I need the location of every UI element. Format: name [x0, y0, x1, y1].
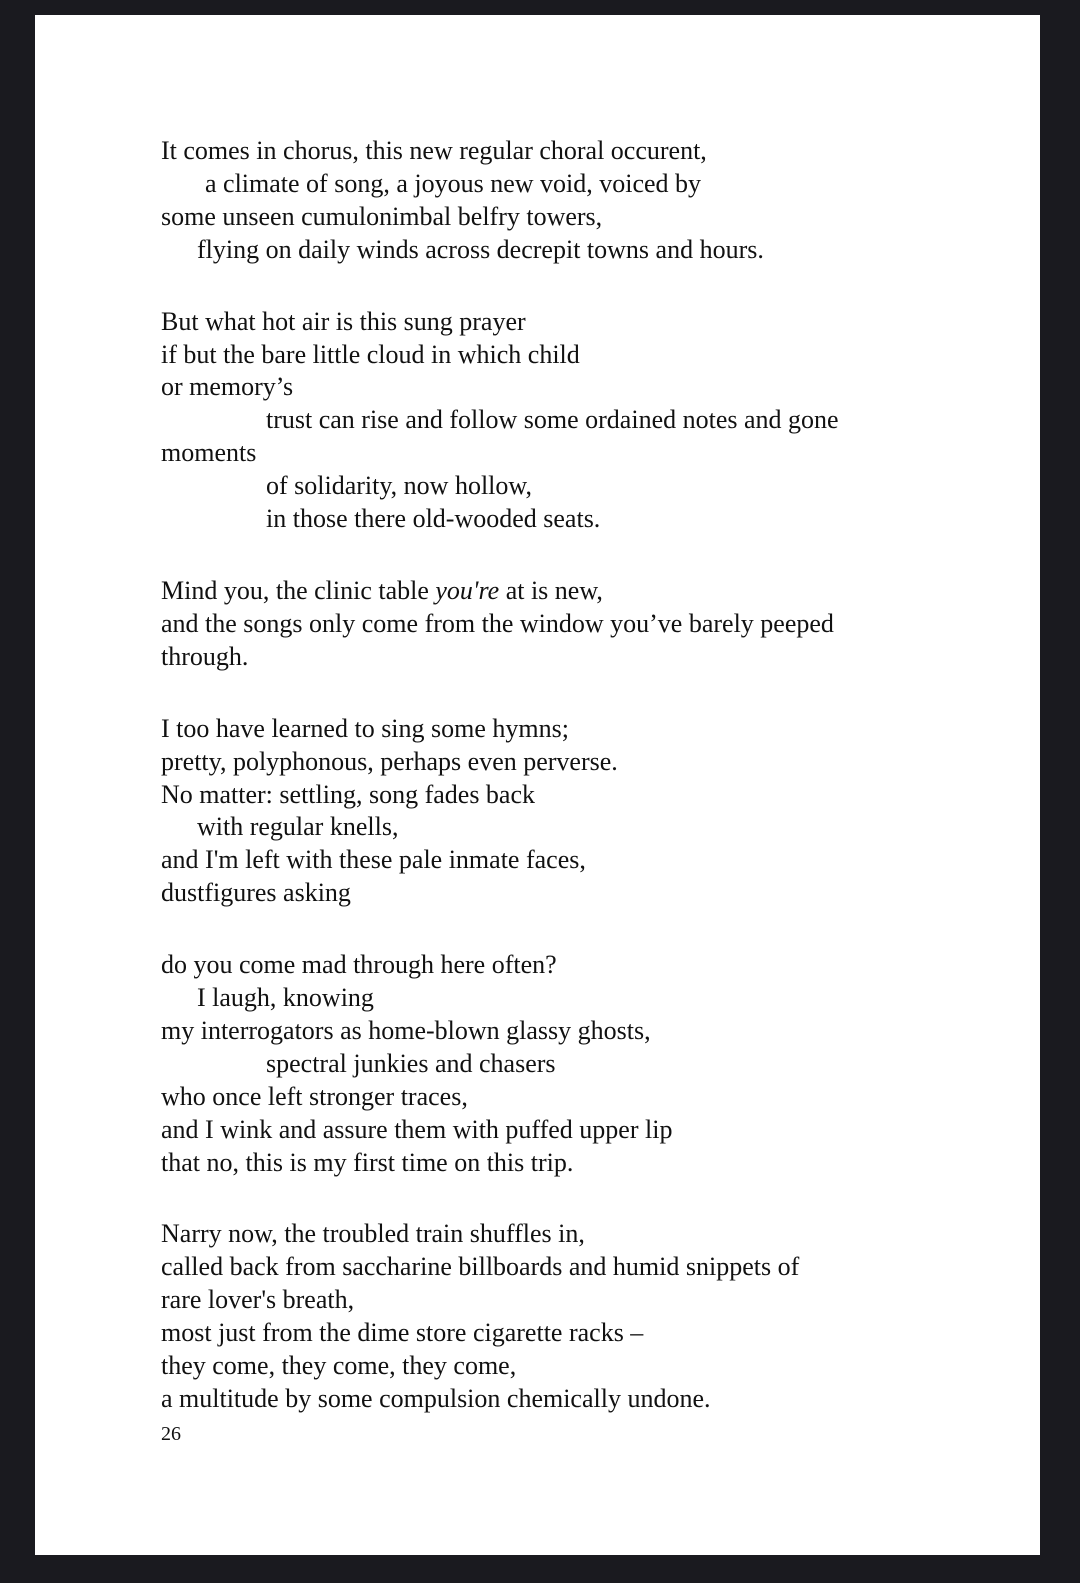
poem-line	[161, 575, 941, 608]
book-page	[35, 15, 1040, 1555]
poem-line: that no, this is my first time on this trip.	[161, 1147, 574, 1177]
poem-line: I laugh, knowing	[197, 983, 374, 1013]
poem-line: they come, they come, they come,	[161, 1351, 517, 1381]
poem-line: and the songs only come from the window you’ve barely peeped	[161, 608, 834, 638]
poem-line: moments	[161, 438, 257, 468]
poem-line: dustfigures asking	[161, 878, 351, 908]
poem-line: do you come mad through here often?	[161, 950, 557, 980]
poem-line: who once left stronger traces,	[161, 1081, 468, 1111]
stanza-break	[161, 536, 941, 575]
poem-line: a climate of song, a joyous new void, voiced by	[205, 168, 702, 198]
stanza-1	[161, 135, 941, 267]
poem-line: and I wink and assure them with puffed upper lip	[161, 1114, 673, 1144]
stanza-break	[161, 267, 941, 306]
stanza-break	[161, 674, 941, 713]
poem-body	[161, 135, 941, 1416]
poem-line: and I'm left with these pale inmate faces,	[161, 845, 586, 875]
poem-line: in those there old-wooded seats.	[266, 504, 601, 534]
line-text: at is new,	[499, 575, 603, 605]
stanza-break	[161, 910, 941, 949]
stanza-6	[161, 1218, 941, 1415]
stanza-5	[161, 949, 941, 1179]
poem-line: my interrogators as home-blown glassy ghosts,	[161, 1015, 651, 1045]
poem-line: or memory’s	[161, 372, 294, 402]
poem-line: No matter: settling, song fades back	[161, 779, 536, 809]
italic-word: you're	[435, 575, 500, 605]
poem-line: some unseen cumulonimbal belfry towers,	[161, 201, 603, 231]
poem-line: rare lover's breath,	[161, 1285, 355, 1315]
stanza-2	[161, 306, 941, 536]
poem-line: But what hot air is this sung prayer	[161, 306, 526, 336]
poem-line: Narry now, the troubled train shuffles in,	[161, 1219, 585, 1249]
poem-line: spectral junkies and chasers	[266, 1048, 556, 1078]
poem-line: with regular knells,	[197, 812, 399, 842]
poem-line: through.	[161, 641, 249, 671]
poem-line: I too have learned to sing some hymns;	[161, 713, 569, 743]
poem-line: if but the bare little cloud in which child	[161, 339, 580, 369]
poem-line: pretty, polyphonous, perhaps even perverse.	[161, 746, 618, 776]
line-text: Mind you, the clinic table	[161, 575, 436, 605]
poem-line: a multitude by some compulsion chemically undone.	[161, 1384, 711, 1413]
page-number: 26	[161, 1423, 181, 1445]
poem-line: It comes in chorus, this new regular choral occurent,	[161, 136, 707, 165]
poem-line: flying on daily winds across decrepit towns and hours.	[197, 234, 764, 264]
stanza-3	[161, 575, 941, 674]
poem-line: of solidarity, now hollow,	[266, 471, 532, 501]
poem-line: trust can rise and follow some ordained notes and gone	[266, 405, 839, 435]
stanza-break	[161, 1179, 941, 1218]
poem-line: most just from the dime store cigarette racks –	[161, 1318, 644, 1348]
stanza-4	[161, 713, 941, 910]
poem-line: called back from saccharine billboards and humid snippets of	[161, 1252, 800, 1282]
